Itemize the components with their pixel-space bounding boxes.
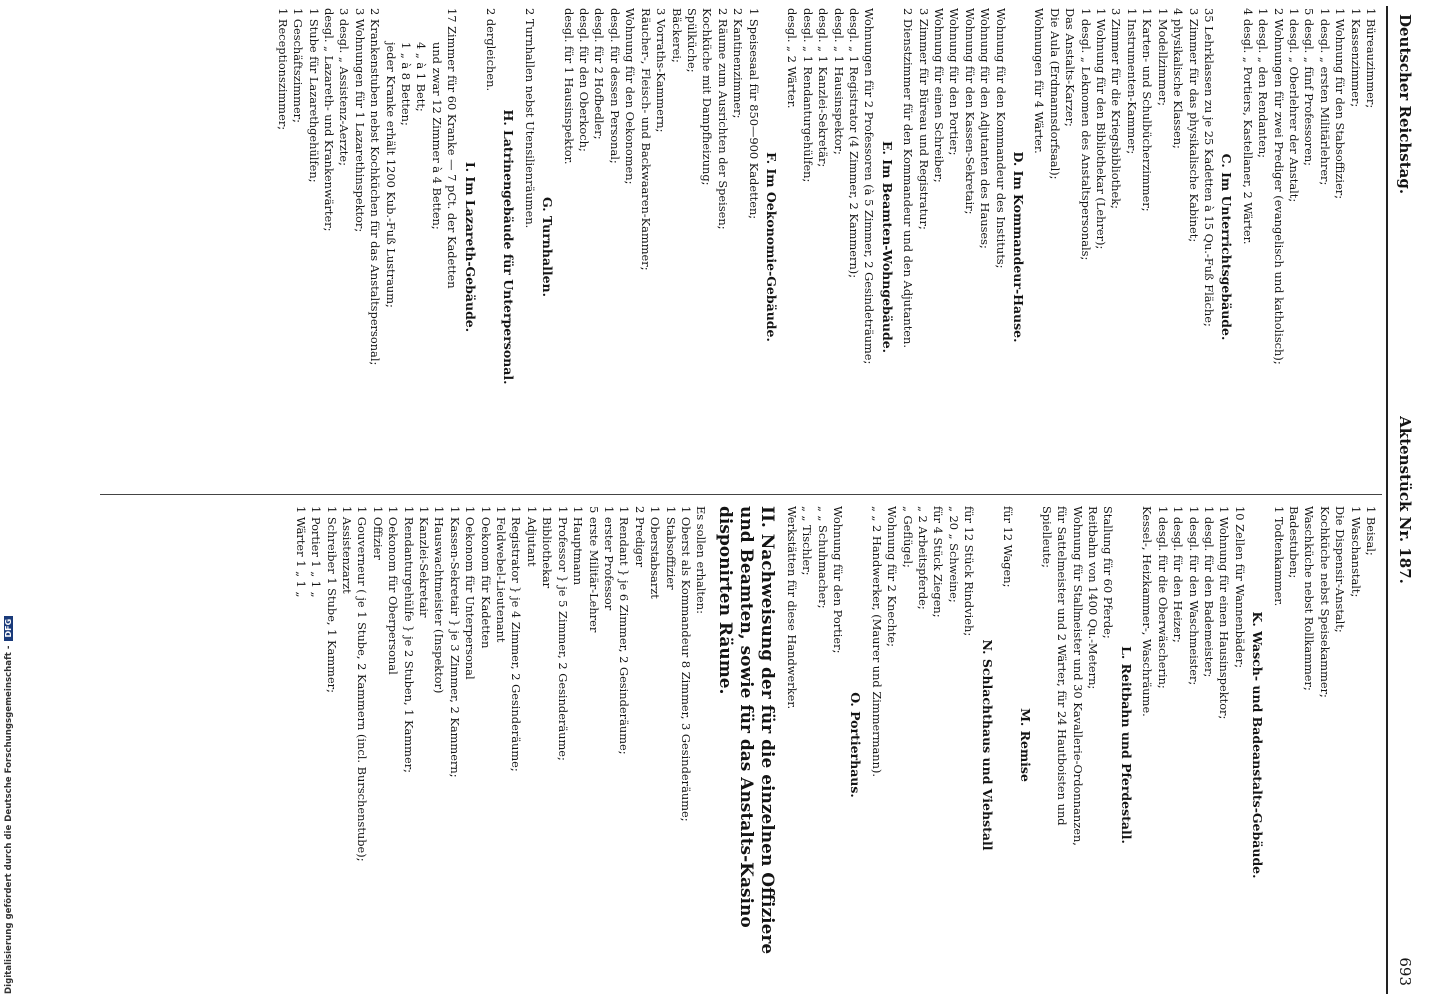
section-heading: N. Schlachthaus und Viehstall (979, 639, 995, 851)
text-line: 2 Kantinenzimmer; (731, 8, 746, 119)
text-line: Wohnung für den Portier; (831, 506, 845, 654)
text-line: für 12 Wagen; (1001, 506, 1016, 588)
header-title: Deutscher Reichstag. (1396, 14, 1414, 195)
section-heading: D. Im Kommandeur-Hause. (1011, 151, 1027, 343)
text-line: Badestuben; (1286, 506, 1301, 579)
text-line: 1 Portier 1 „ 1 „ (309, 506, 324, 598)
header-document-number: Aktenstück Nr. 187. (1396, 416, 1414, 584)
chapter-heading-line: und Beamten, sowie für das Anstalts-Kasino (736, 506, 757, 928)
text-line: „ Geflügel; (900, 506, 915, 568)
text-line: 1 desgl. „ Leknomen des Anstaltspersonals; (1078, 8, 1093, 261)
text-line: 1 desgl. für die Oberwäscherin; (1155, 506, 1170, 689)
text-line: 1 Wohnung für den Bibliothekar (Lehrer); (1094, 8, 1109, 250)
section-heading: G. Turnhallen. (540, 197, 556, 297)
scanned-page (98, 6, 1418, 994)
text-line: Wohnung für den Kassen-Sekretair; (962, 8, 977, 215)
text-line: 1 Stabsoffizier (663, 506, 678, 590)
text-line: 1 erster Professor (601, 506, 616, 611)
text-line: Waschküche nebst Rollkammer; (1302, 506, 1317, 691)
text-line: desgl. „ 1 Hausinspektor; (831, 8, 846, 155)
text-line: 1 Offizier (370, 506, 385, 560)
credit-text: Digitalisierung gefördert durch die Deutsche Forschungsgemeinschaft - (4, 645, 14, 994)
section-heading: H. Latrinengebäude für Unterpersonal. (501, 109, 517, 385)
text-line: 35 Lehrklassen zu je 25 Kadetten à 15 Qu.-Fuß Fläche; (1201, 8, 1216, 327)
text-line: 1 Wohnung für einen Hausinspektor; (1217, 506, 1232, 720)
text-line: 1 Kassenzimmer; (1348, 8, 1363, 108)
text-line: 1 Oekonom für Kadetten (478, 506, 493, 649)
text-line: Spielleute; (1039, 506, 1054, 568)
text-line: 1 Beisal; (1364, 506, 1378, 556)
right-column (292, 506, 1378, 984)
text-line: für 12 Stück Rindvieh; (962, 506, 977, 637)
text-line: 1 Kanzlei-Sekretair (417, 506, 432, 618)
text-line: 1 Waschanstalt; (1348, 506, 1363, 598)
text-line: 2 Räume zum Ausrichten der Speisen; (715, 8, 730, 230)
text-line: Kochküche nebst Speisekammer; (1317, 506, 1332, 698)
text-line: Kessel-, Heizkammer-, Waschräume. (1140, 506, 1155, 717)
text-line: 1 Wärter 1 „ 1 „ (293, 506, 308, 598)
text-line: 1 Feldwebel-Lieutenant (494, 506, 509, 643)
text-line: 1 Hauswachtmeister (Inspektor) (432, 506, 447, 694)
text-line: „ „ Schuhmacher; (815, 506, 830, 609)
text-line: 1 Gouverneur ( je 1 Stube, 2 Kammern (incl. Burschenstube); (355, 506, 370, 862)
text-line: desgl. „ 1 Rendanturgehülfen; (800, 8, 815, 183)
text-line: 3 Zimmer für das physikalische Kabinet; (1186, 8, 1201, 243)
left-column (274, 8, 1378, 486)
text-line: Räucher-, Fleisch- und Backwaaren-Kammer; (638, 8, 653, 271)
text-line: 2 dergleichen. (484, 8, 499, 92)
text-line: 1 Schreiber 1 Stube, 1 Kammer; (324, 506, 339, 693)
text-line: 1 Oberstabsarzt (648, 506, 663, 599)
text-line: desgl. für den Oberkoch; (577, 8, 592, 152)
text-line: 1 Hauptmann (571, 506, 586, 586)
text-line: 1 Assistenzarzt (340, 506, 355, 594)
text-line: 2 Prediger (632, 506, 647, 568)
text-line: 2 Krankenstuben nebst Kochküchen für das Anstaltspersonal; (368, 8, 383, 366)
text-line: 1 Modellzimmer; (1155, 8, 1170, 106)
text-line: 1 Adjutant (524, 506, 539, 567)
text-line: 5 erste Militär-Lehrer (586, 506, 601, 633)
text-line: 3 Zimmer für Büreau und Registratur; (916, 8, 931, 230)
text-line: Wohnung für den Kommandeur des Instituts; (993, 8, 1008, 269)
text-line: 1 desgl. „ Oberlehrer der Anstalt; (1286, 8, 1301, 203)
text-line: 3 Wohnungen für 1 Lazarethinspektor; (352, 8, 367, 233)
text-line: 4 physikalische Klassen; (1171, 8, 1186, 149)
text-line: „ 2 Arbeitspferde; (916, 506, 931, 610)
section-heading: E. Im Beamten-Wohngebäude. (879, 140, 895, 354)
text-line: 1 Wohnung für den Stabsoffizier; (1333, 8, 1348, 200)
text-line: 1 Registrator } je 4 Zimmer, 2 Gesinderäume; (509, 506, 524, 772)
text-line: 1 Professor } je 5 Zimmer, 2 Gesinderäume; (555, 506, 570, 761)
text-line: Wohnung für den Adjutanten des Hauses; (978, 8, 993, 249)
text-line: Wohnung für den Oekonomen; (623, 8, 638, 185)
section-heading: F. Im Oekonomie-Gebäude. (763, 152, 779, 342)
page-number: 693 (1396, 957, 1414, 986)
text-line: desgl. für dessen Personal; (607, 8, 622, 164)
text-line: Die Dispensir-Anstalt; (1333, 506, 1348, 633)
text-line: 5 desgl. „ fünf Professoren; (1302, 8, 1317, 167)
text-line: und zwar 12 Zimmer à 4 Betten; (429, 42, 444, 230)
section-heading: C. Im Unterrichtsgebäude. (1219, 153, 1235, 341)
text-line: Wohnung für Stallmeister und 30 Kavallerie-Ordonnanzen, (1070, 506, 1085, 846)
text-line: 4 desgl. „ Portiers, Kastellaner, 2 Wärter. (1240, 8, 1255, 245)
text-line: Es sollen erhalten: (694, 506, 709, 614)
text-line: 17 Zimmer für 60 Kranke — 7 pCt. der Kadetten (445, 8, 460, 289)
text-line: 1 desgl. für den Waschmeister; (1186, 506, 1201, 686)
text-line: 1 Receptionszimmer; (275, 8, 290, 131)
text-line: 1 Speisesaal für 850—900 Kadetten; (746, 8, 761, 220)
text-line: für 4 Stück Ziegen; (931, 506, 946, 618)
text-line: Wohnungen für 4 Wärter. (1032, 8, 1047, 154)
text-line: Wohnung für den Portier; (947, 8, 962, 156)
text-line: Werkstätten für diese Handwerker. (784, 506, 799, 710)
text-line: Wohnungen für 2 Professoren (à 5 Zimmer, 2 Gesindeträume; (862, 8, 877, 365)
text-line: 1 Kassen-Sekretair } je 3 Zimmer, 2 Kammern; (447, 506, 462, 778)
section-heading: M. Remise (1018, 708, 1034, 782)
text-line: 1 Todtenkammer. (1271, 506, 1286, 607)
text-line: Stallung für 60 Pferde; (1101, 506, 1116, 639)
text-line: „ „ 2 Handwerker, (Maurer und Zimmermann). (869, 506, 884, 778)
dfg-logo: DFG (4, 616, 13, 641)
text-line: Wohnung für einen Schreiber; (932, 8, 947, 183)
text-line: desgl. für 2 Hofbedler; (592, 8, 607, 140)
text-line: 1 Karten- und Schulbücherzimmer; (1140, 8, 1155, 212)
text-line: 1 Bibliothekar (540, 506, 555, 589)
digitization-credit (4, 616, 14, 994)
section-heading: O. Portierhaus. (848, 692, 864, 798)
text-line: 1 Oberst als Kommandeur 8 Zimmer, 3 Gesinderäume; (678, 506, 693, 822)
text-line: desgl. für 1 Hausinspektor. (561, 8, 576, 165)
text-line: 2 Dienstzimmer für den Kommandeur und den Adjutanten. (901, 8, 916, 348)
text-line: 1 Stube für Lazarethgehülfen; (306, 8, 321, 183)
section-heading: L. Reitbahn und Pferdestall. (1118, 646, 1134, 844)
text-line: Wohnung für 2 Knechte; (885, 506, 900, 647)
text-line: 1 „ à 8 Betten; (399, 42, 414, 126)
text-line: „ 20 „ Schweine; (946, 506, 961, 603)
text-line: 1 Rendant } je 6 Zimmer, 2 Gesinderäume; (617, 506, 632, 755)
text-line: 1 desgl. „ ersten Militärlehrer; (1317, 8, 1332, 186)
text-line: Die Aula (Erdmannsdorfsaal); (1047, 8, 1062, 180)
text-line: 4 „ à 1 Bett; (414, 42, 429, 112)
section-heading: I. Im Lazareth-Gebäude. (462, 161, 478, 333)
text-line: jeder Kranke erhält 1200 Kub.-Fuß Lustraum; (383, 42, 398, 308)
text-line: Das Anstalts-Karzer; (1063, 8, 1078, 127)
column-divider (100, 494, 1382, 495)
text-line: 1 Instrumenten-Kammer; (1124, 8, 1139, 155)
text-line: 1 Oekonom für Oberpersonal (386, 506, 401, 675)
text-line: 1 Oekonom für Unterpersonal (463, 506, 478, 680)
text-line: 1 Geschäftszimmer; (291, 8, 306, 123)
text-line: Spülküche; (684, 8, 699, 73)
chapter-heading-line: disponirten Räume. (715, 506, 736, 695)
text-line: desgl. „ 1 Kanzlei-Sekretär; (816, 8, 831, 168)
text-line: 1 desgl. für den Bademeister; (1201, 506, 1216, 678)
text-line: Kochküche mit Dampfheizung; (700, 8, 715, 186)
text-line: desgl. „ 1 Registrator (4 Zimmer, 2 Kammern); (847, 8, 861, 279)
text-line: desgl. „ Lazareth- und Krankenwärter; (322, 8, 336, 232)
text-line: „ „ Tischler; (800, 506, 815, 576)
text-line: 1 desgl. „ den Rendanten; (1256, 8, 1271, 158)
page-header (1392, 6, 1418, 994)
text-line: 1 Büreauzimmer; (1364, 8, 1378, 109)
text-line: 10 Zellen für Wannenbäder; (1232, 506, 1247, 669)
text-line: 3 Vorraths-Kammern; (654, 8, 669, 133)
header-rule (1386, 6, 1388, 994)
text-line: desgl. „ 2 Wärter. (785, 8, 800, 109)
text-line: 3 Zimmer für die Kriegsbibliothek; (1109, 8, 1124, 209)
text-line: Reitbahn von 1400 Qu.-Metern; (1086, 506, 1101, 690)
text-line: 1 desgl. für den Heizer; (1171, 506, 1186, 643)
text-line: für Sattelmeister und 2 Wärter, für 24 Hautboisten und (1055, 506, 1070, 826)
chapter-heading (714, 506, 777, 984)
text-line: Bäckerei; (669, 8, 684, 63)
text-line: 2 Turnhallen nebst Utensilienräumen. (522, 8, 537, 229)
text-line: 2 Wohnungen für zwei Prediger (evangelisch und katholisch); (1271, 8, 1286, 365)
chapter-heading-line: II. Nachweisung der für die einzelnen Offiziere (757, 506, 778, 955)
text-line: 3 desgl. „ Assistenz-Aerzte; (337, 8, 352, 166)
section-heading: K. Wasch- und Badeanstalts-Gebäude. (1250, 611, 1266, 879)
text-line: 1 Rendanturgehülfe } je 2 Stuben, 1 Kammer; (401, 506, 416, 773)
